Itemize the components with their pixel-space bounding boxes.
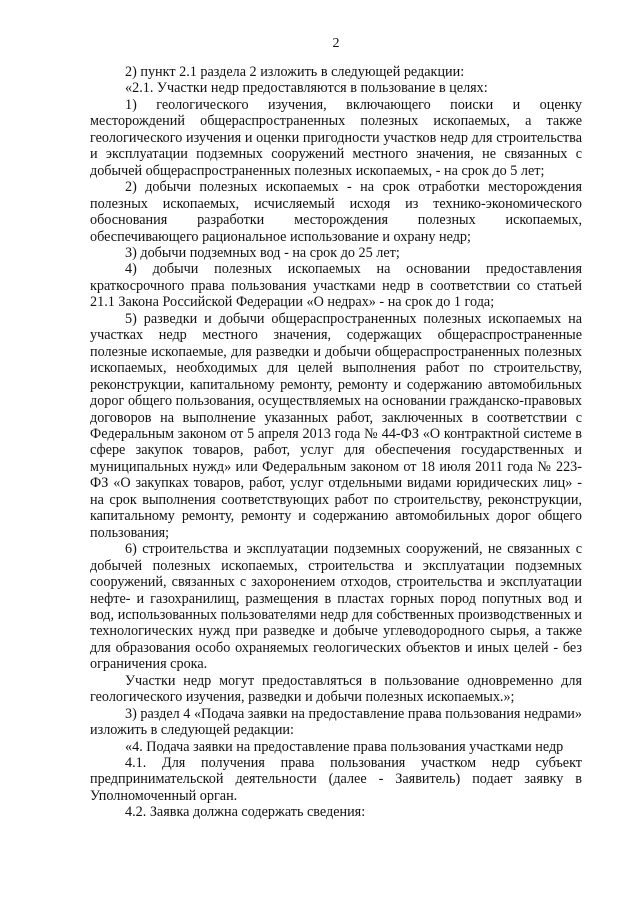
paragraph-section-4-title: «4. Подача заявки на предоставление права пользования участками недр [125, 738, 564, 755]
paragraph-amendment-3: 3) раздел 4 «Подача заявки на предоставление права пользования недрами» изложить в следующей редакции: [90, 705, 582, 739]
paragraph-item-6: 6) строительства и эксплуатации подземных сооружений, не связанных с добычей полезных ископаемых, строительства и эксплуатации подземных сооружений, связанных с захоронением отходов, строительства и эксплуатации нефте- и газохранилищ, размещения в пластах горных пород попутных вод и вод, использованных пользователями недр для собственных производственных и технологических нужд при разведке и добыче углеводородного сырья, а также для образования особо охраняемых геологических объектов и иных целей - без ограничения срока. [90, 541, 582, 673]
paragraph-clause-2-1: «2.1. Участки недр предоставляются в пользование в целях: [125, 80, 488, 97]
paragraph-item-4: 4) добычи полезных ископаемых на основании предоставления краткосрочного права пользования участками недр в соответствии со статьей 21.1 Закона Российской Федерации «О недрах» - на срок до 1 года; [90, 261, 582, 311]
paragraph-amendment-2: 2) пункт 2.1 раздела 2 изложить в следующей редакции: [125, 64, 465, 80]
paragraph-clause-4-2: 4.2. Заявка должна содержать сведения: [125, 804, 366, 821]
page-number: 2 [332, 36, 340, 51]
paragraph-clause-4-1: 4.1. Для получения права пользования участком недр субъект предпринимательской деятельности (далее - Заявитель) подает заявку в Уполномоченный орган. [90, 755, 582, 804]
paragraph-item-1: 1) геологического изучения, включающего поиски и оценку месторождений общераспространенных полезных ископаемых, а также геологического изучения и оценки пригодности участков недр для строительства и эксплуатации подземных сооружений местного значения, не связанных с добычей общераспространенных полезных ископаемых, - на срок до 5 лет; [90, 96, 582, 179]
paragraph-item-3: 3) добычи подземных вод - на срок до 25 лет; [125, 244, 400, 261]
document-body [90, 64, 582, 821]
paragraph-simultaneous-use: Участки недр могут предоставляться в пользование одновременно для геологического изучения, разведки и добычи полезных ископаемых.»; [90, 672, 582, 706]
paragraph-item-2: 2) добычи полезных ископаемых - на срок отработки месторождения полезных ископаемых, исчисляемый исходя из технико-экономического обоснования разработки месторождения полезных ископаемых, обеспечивающего рациональное использование и охрану недр; [90, 179, 582, 245]
paragraph-item-5: 5) разведки и добычи общераспространенных полезных ископаемых на участках недр местного значения, содержащих общераспространенные полезные ископаемые, для разведки и добычи общераспространенных полезных ископаемых, необходимых для целей выполнения работ по строительству, реконструкции, капитальному ремонту, ремонту и содержанию автомобильных дорог общего пользования, осуществляемых на основании гражданско-правовых договоров на выполнение указанных работ, заключенных в соответствии с Федеральным законом от 5 апреля 2013 года № 44-ФЗ «О контрактной системе в сфере закупок товаров, работ, услуг для обеспечения государственных и муниципальных нужд» или Федеральным законом от 18 июля 2011 года № 223-ФЗ «О закупках товаров, работ, услуг отдельными видами юридических лиц» - на срок выполнения соответствующих работ по строительству, реконструкции, капитальному ремонту, ремонту и содержанию автомобильных дорог общего пользования; [90, 310, 582, 541]
